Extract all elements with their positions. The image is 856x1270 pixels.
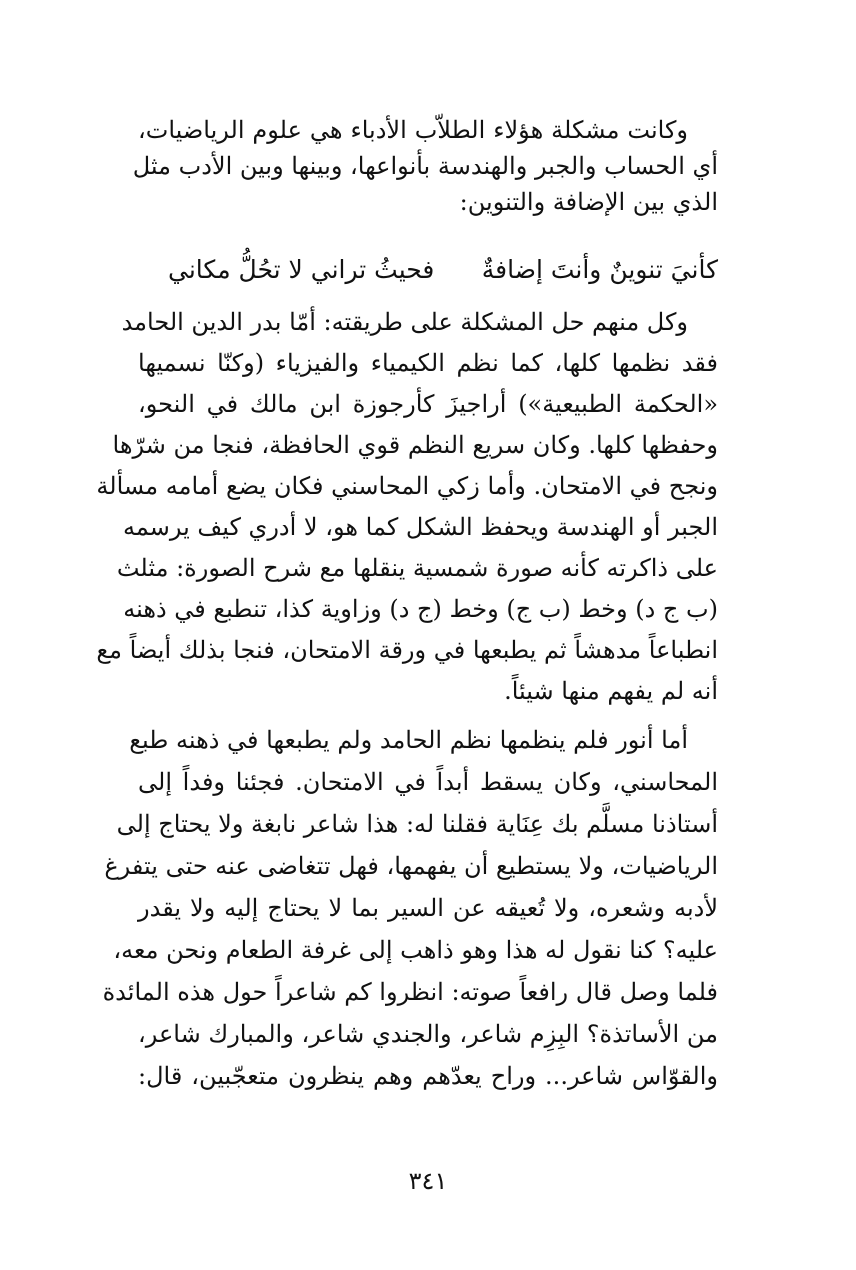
paragraph-line: على ذاكرته كأنه صورة شمسية ينقلها مع شرح الصورة: مثلث (116, 554, 718, 582)
paragraph-line: الرياضيات، ولا يستطيع أن يفهمها، فهل تتغاضى عنه حتى يتفرغ (104, 852, 718, 880)
paragraph-line: من الأساتذة؟ البِزِم شاعر، والجندي شاعر، والمبارك شاعر، (138, 1020, 718, 1048)
paragraph-line: وحفظها كلها. وكان سريع النظم قوي الحافظة، فنجا من شرّها (112, 431, 718, 459)
paragraph-line: وكل منهم حل المشكلة على طريقته: أمّا بدر الدين الحامد (121, 308, 688, 336)
paragraph-1 (132, 112, 718, 220)
paragraph-line: الجبر أو الهندسة ويحفظ الشكل كما هو، لا أدري كيف يرسمه (123, 513, 718, 541)
paragraph-line: فقد نظمها كلها، كما نظم الكيمياء والفيزياء (وكنّا نسميها (138, 349, 718, 377)
verse-hemistich-first: كأنيَ تنوينٌ وأنتَ إضافةٌ (481, 255, 718, 284)
verse-hemistich-second: فحيثُ تراني لا تحُلُّ مكاني (168, 255, 435, 284)
paragraph-line: وكانت مشكلة هؤلاء الطلاّب الأدباء هي علوم الرياضيات، (138, 116, 688, 144)
paragraph-line: (ب ج د) وخط (ب ج) وخط (ج د) وزاوية كذا، تنطبع في ذهنه (123, 595, 718, 623)
paragraph-line: والقوّاس شاعر... وراح يعدّهم وهم ينظرون متعجّبين، قال: (138, 1062, 718, 1090)
paragraph-line: أنه لم يفهم منها شيئاً. (504, 677, 718, 705)
paragraph-line: «الحكمة الطبيعية») أراجيزَ كأرجوزة ابن مالك في النحو، (138, 390, 718, 418)
paragraph-line: عليه؟ كنا نقول له هذا وهو ذاهب إلى غرفة الطعام ونحن معه، (113, 936, 718, 964)
page-number: ٣٤١ (408, 1167, 448, 1195)
paragraph-3 (102, 722, 718, 1092)
paragraph-line: المحاسني، وكان يسقط أبداً في الامتحان. فجئنا وفداً إلى (138, 768, 718, 796)
paragraph-line: أما أنور فلم ينظمها نظم الحامد ولم يطبعها في ذهنه طبع (129, 726, 688, 754)
paragraph-line: أستاذنا مسلَّم بك عِنَاية فقلنا له: هذا شاعر نابغة ولا يحتاج إلى (116, 810, 718, 838)
paragraph-line: أي الحساب والجبر والهندسة بأنواعها، وبينها وبين الأدب مثل (132, 152, 718, 180)
paragraph-line: ونجح في الامتحان. وأما زكي المحاسني فكان يضع أمامه مسألة (96, 472, 718, 500)
paragraph-2 (96, 304, 718, 705)
paragraph-line: لأدبه وشعره، ولا تُعيقه عن السير بما لا يحتاج إليه ولا يقدر (138, 894, 718, 922)
paragraph-line: فلما وصل قال رافعاً صوته: انظروا كم شاعراً حول هذه المائدة (102, 978, 718, 1006)
paragraph-line: الذي بين الإضافة والتنوين: (459, 188, 718, 216)
paragraph-line: انطباعاً مدهشاً ثم يطبعها في ورقة الامتحان، فنجا بذلك أيضاً مع (96, 636, 718, 664)
poetry-verse (138, 250, 718, 290)
